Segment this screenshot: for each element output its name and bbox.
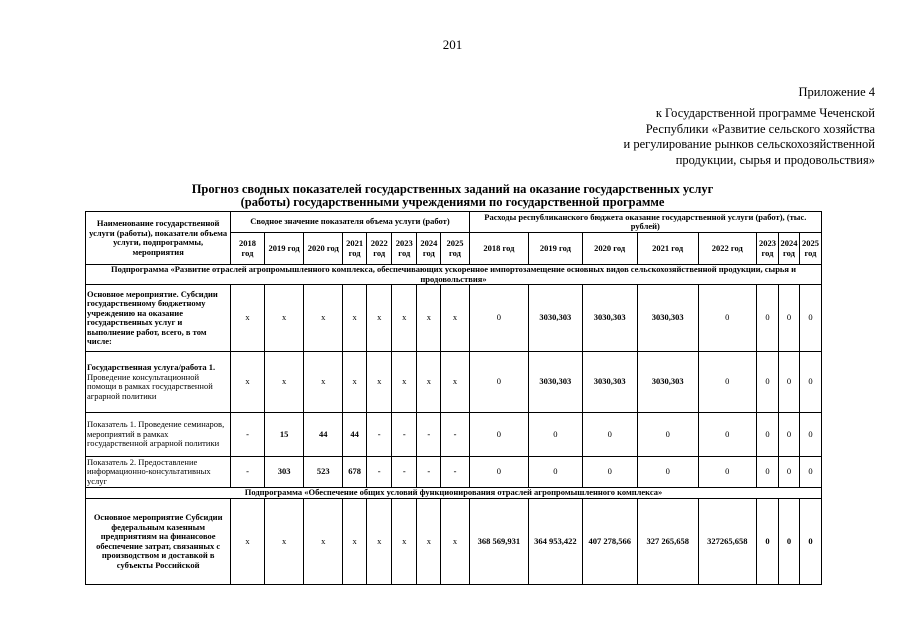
value-cell: x [441,285,469,352]
header-row [86,212,822,233]
value-cell: - [231,457,264,488]
expense-cell: 0 [698,352,757,413]
year-header: 2020 год [304,233,343,265]
value-cell: x [441,499,469,585]
value-cell: x [264,285,304,352]
value-cell: 303 [264,457,304,488]
table-row [86,457,822,488]
expense-cell: 0 [582,413,637,457]
year-header: 2022 год [698,233,757,265]
row-name: Основное мероприятие. Субсидии государственному бюджетному учреждению на оказание государственных услуг и выполнение работ, всего, в том числе: [86,285,231,352]
table-row [86,352,822,413]
appendix-line: продукции, сырья и продовольствия» [675,152,875,167]
value-cell: x [417,352,441,413]
expense-cell: 0 [757,285,779,352]
forecast-table [85,211,822,585]
title-line: Прогноз сводных показателей государственных заданий на оказание государственных услуг [191,182,714,196]
value-cell: 523 [304,457,343,488]
appendix-reference [624,106,875,168]
value-cell: - [367,413,392,457]
col-header-name: Наименование государственной услуги (работы), показатели объема услуги, подпрограммы, мероприятия [86,212,231,265]
value-cell: - [417,413,441,457]
expense-cell: 0 [582,457,637,488]
expense-cell: 0 [469,413,529,457]
value-cell: x [417,499,441,585]
value-cell: x [304,499,343,585]
value-cell: - [392,457,417,488]
expense-cell: 0 [778,499,799,585]
value-cell: - [231,413,264,457]
value-cell: x [231,285,264,352]
expense-cell: 0 [637,413,698,457]
row-name-rest: Проведение консультационной помощи в рамках государственной аграрной политики [87,371,213,401]
expense-cell: 3030,303 [529,352,582,413]
expense-cell: 0 [529,457,582,488]
year-header: 2025 год [799,233,821,265]
row-name: Показатель 2. Предоставление информационно-консультативных услуг [86,457,231,488]
value-cell: x [367,352,392,413]
expense-cell: 407 278,566 [582,499,637,585]
appendix-line: Республики «Развитие сельского хозяйства [645,121,875,136]
value-cell: 678 [343,457,367,488]
value-cell: x [343,285,367,352]
year-header: 2019 год [264,233,304,265]
value-cell: x [343,352,367,413]
row-name-bold: Государственная услуга/работа 1. [87,362,216,372]
value-cell: 15 [264,413,304,457]
expense-cell: 327265,658 [698,499,757,585]
subprogram-row [86,265,822,285]
value-cell: x [441,352,469,413]
expense-cell: 0 [469,285,529,352]
expense-cell: 3030,303 [582,352,637,413]
expense-cell: 0 [698,413,757,457]
expense-cell: 0 [778,457,799,488]
expense-cell: 0 [778,413,799,457]
value-cell: x [417,285,441,352]
year-header: 2018 год [469,233,529,265]
value-cell: x [392,499,417,585]
group-header-volume: Сводное значение показателя объема услуги (работ) [231,212,469,233]
expense-cell: 0 [799,285,821,352]
expense-cell: 327 265,658 [637,499,698,585]
subprogram-title: Подпрограмма «Развитие отраслей агропромышленного комплекса, обеспечивающих ускоренное импортозамещение основных видов сельскохозяйственной продукции, сырья и продовольствия» [86,265,822,285]
year-header: 2025 год [441,233,469,265]
year-header: 2021 год [637,233,698,265]
title-line: (работы) государственными учреждениями по государственной программе [240,195,665,209]
value-cell: 44 [343,413,367,457]
value-cell: 44 [304,413,343,457]
value-cell: x [392,352,417,413]
expense-cell: 0 [469,457,529,488]
page-number: 201 [442,37,463,52]
year-header: 2018 год [231,233,264,265]
year-header: 2024 год [417,233,441,265]
expense-cell: 0 [529,413,582,457]
row-name [86,352,231,413]
appendix-line: к Государственной программе Чеченской [655,106,875,120]
value-cell: - [417,457,441,488]
expense-cell: 3030,303 [582,285,637,352]
expense-cell: 3030,303 [637,285,698,352]
table-row [86,499,822,585]
expense-cell: 0 [757,499,779,585]
value-cell: x [264,352,304,413]
expense-cell: 0 [757,352,779,413]
expense-cell: 0 [757,413,779,457]
expense-cell: 0 [799,457,821,488]
expense-cell: 3030,303 [529,285,582,352]
expense-cell: 0 [778,352,799,413]
appendix-line: и регулирование рынков сельскохозяйственной [623,137,875,151]
expense-cell: 0 [799,499,821,585]
value-cell: x [264,499,304,585]
year-header: 2023 год [757,233,779,265]
expense-cell: 0 [698,285,757,352]
value-cell: x [231,352,264,413]
table-row [86,285,822,352]
year-header: 2020 год [582,233,637,265]
year-header: 2021 год [343,233,367,265]
expense-cell: 0 [799,352,821,413]
value-cell: x [392,285,417,352]
value-cell: - [441,413,469,457]
expense-cell: 0 [778,285,799,352]
expense-cell: 0 [469,352,529,413]
year-header: 2019 год [529,233,582,265]
year-header: 2023 год [392,233,417,265]
expense-cell: 3030,303 [637,352,698,413]
value-cell: - [392,413,417,457]
subprogram-row [86,488,822,499]
row-name: Показатель 1. Проведение семинаров, мероприятий в рамках государственной аграрной политики [86,413,231,457]
table-row [86,413,822,457]
expense-cell: 0 [757,457,779,488]
appendix-label: Приложение 4 [798,85,875,99]
expense-cell: 0 [698,457,757,488]
expense-cell: 364 953,422 [529,499,582,585]
value-cell: x [304,352,343,413]
year-header: 2024 год [778,233,799,265]
value-cell: x [367,499,392,585]
value-cell: - [367,457,392,488]
expense-cell: 0 [637,457,698,488]
expense-cell: 0 [799,413,821,457]
value-cell: x [343,499,367,585]
value-cell: x [231,499,264,585]
value-cell: x [367,285,392,352]
year-header: 2022 год [367,233,392,265]
subprogram-title: Подпрограмма «Обеспечение общих условий функционирования отраслей агропромышленного комплекса» [86,488,822,499]
row-name: Основное мероприятие Субсидии федеральным казенным предприятиям на финансовое обеспечение затрат, связанных с производством и доставкой в субъекты Российской [86,499,231,585]
value-cell: x [304,285,343,352]
group-header-expenses: Расходы республиканского бюджета оказание государственной услуги (работ), (тыс. рублей) [469,212,821,233]
document-title [0,183,905,209]
value-cell: - [441,457,469,488]
expense-cell: 368 569,931 [469,499,529,585]
